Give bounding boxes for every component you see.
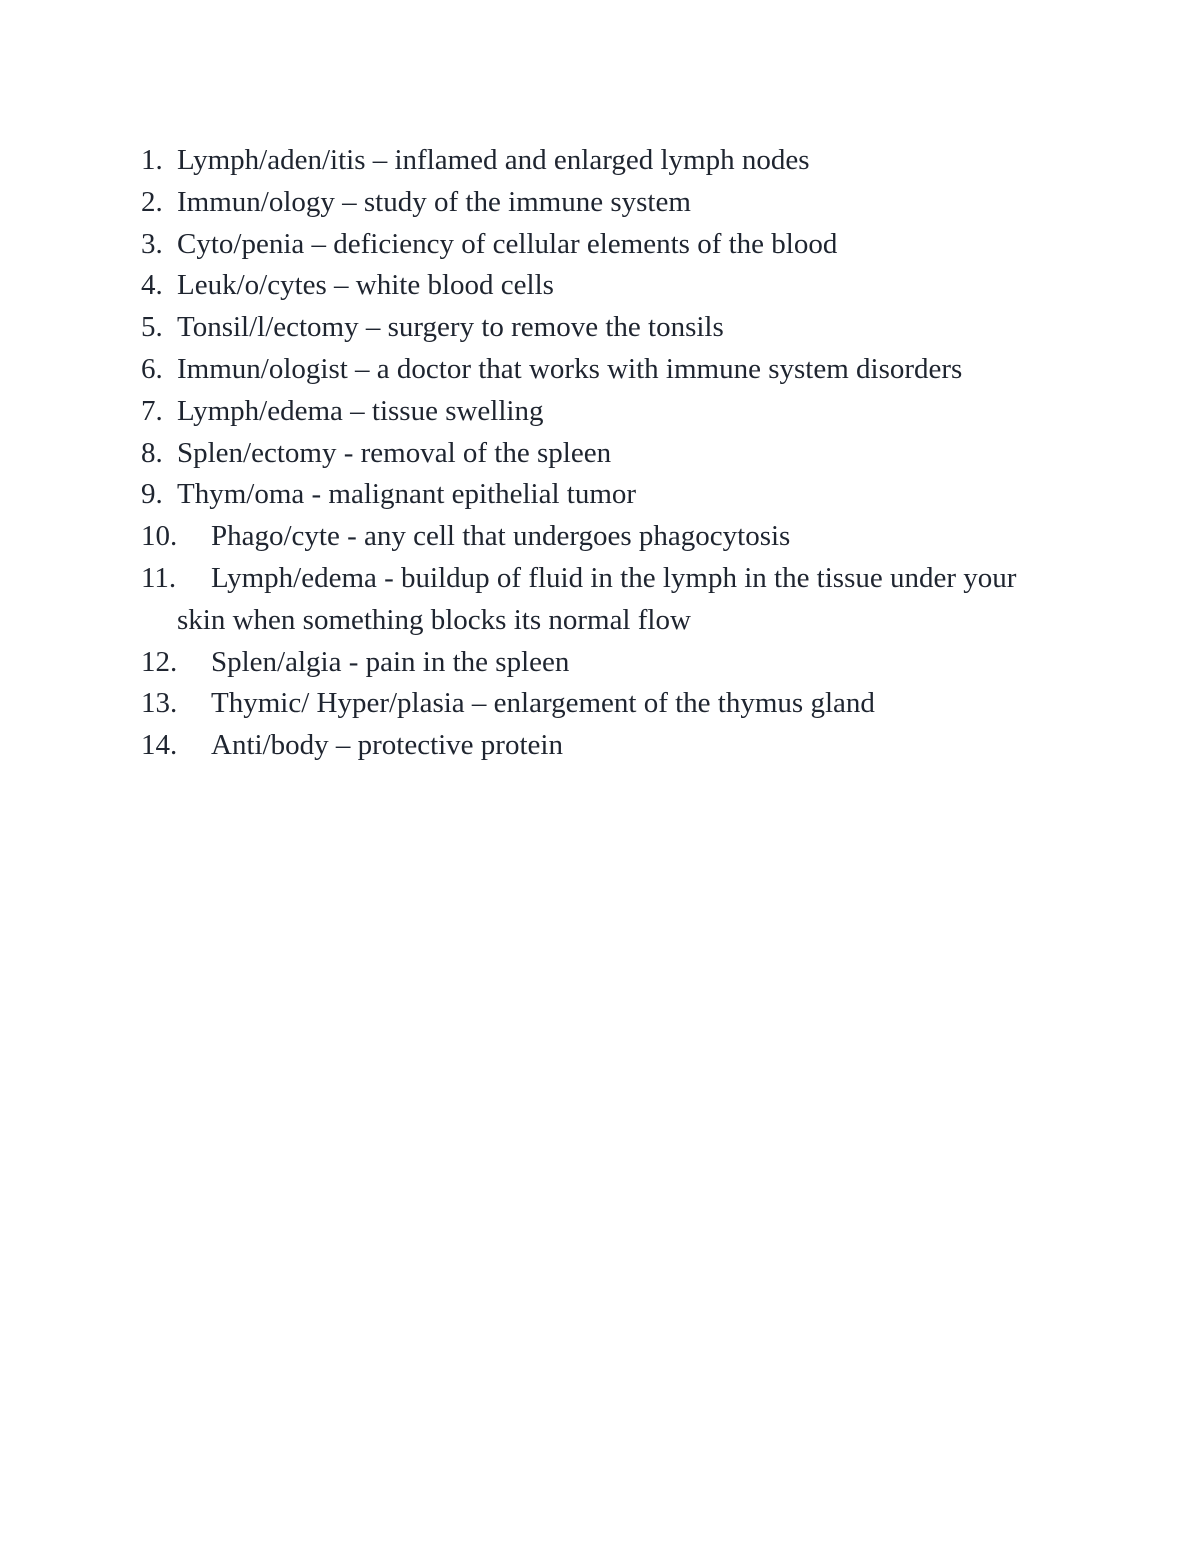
item-text: Thymic/ Hyper/plasia – enlargement of the thymus gland [211,687,875,720]
list-item [141,433,1071,475]
item-text: Thym/oma - malignant epithelial tumor [177,478,637,511]
item-text: Phago/cyte - any cell that undergoes phagocytosis [211,520,791,553]
list-item [141,349,1071,391]
list-item [141,516,1071,558]
item-number: 9. [141,478,163,511]
list-item [141,182,1071,224]
list-item [141,307,1071,349]
list-item [141,140,1071,182]
list-item [141,725,1071,767]
item-number: 10. [141,520,178,553]
item-text: Lymph/aden/itis – inflamed and enlarged lymph nodes [177,144,810,176]
list-item [141,558,1071,642]
item-text: Lymph/edema – tissue swelling [177,394,544,427]
item-text: Immun/ologist – a doctor that works with immune system disorders [177,352,963,385]
list-item [141,224,1071,266]
item-number: 12. [141,645,178,678]
list-item [141,474,1071,516]
item-number: 7. [141,394,163,427]
item-text: Cyto/penia – deficiency of cellular elements of the blood [177,227,838,260]
item-text: Tonsil/l/ectomy – surgery to remove the tonsils [177,311,724,344]
item-number: 6. [141,352,163,385]
item-number: 8. [141,436,163,469]
item-number: 5. [141,311,163,344]
item-text: Anti/body – protective protein [211,729,563,762]
item-number: 4. [141,269,163,302]
list-item [141,265,1071,307]
item-text: Immun/ology – study of the immune system [177,185,691,218]
list-item [141,683,1071,725]
item-number: 3. [141,227,163,260]
term-list [141,140,1071,767]
item-number: 11. [141,561,177,594]
item-text: Splen/ectomy - removal of the spleen [177,436,612,469]
list-item [141,642,1071,684]
item-number: 1. [141,144,163,176]
item-text: Lymph/edema - buildup of fluid in the lymph in the tissue under your skin when something blocks its normal flow [177,561,1017,636]
item-number: 13. [141,687,178,720]
list-item [141,391,1071,433]
item-number: 2. [141,185,163,218]
item-number: 14. [141,729,178,762]
item-text: Splen/algia - pain in the spleen [211,645,570,678]
item-text: Leuk/o/cytes – white blood cells [177,269,554,302]
